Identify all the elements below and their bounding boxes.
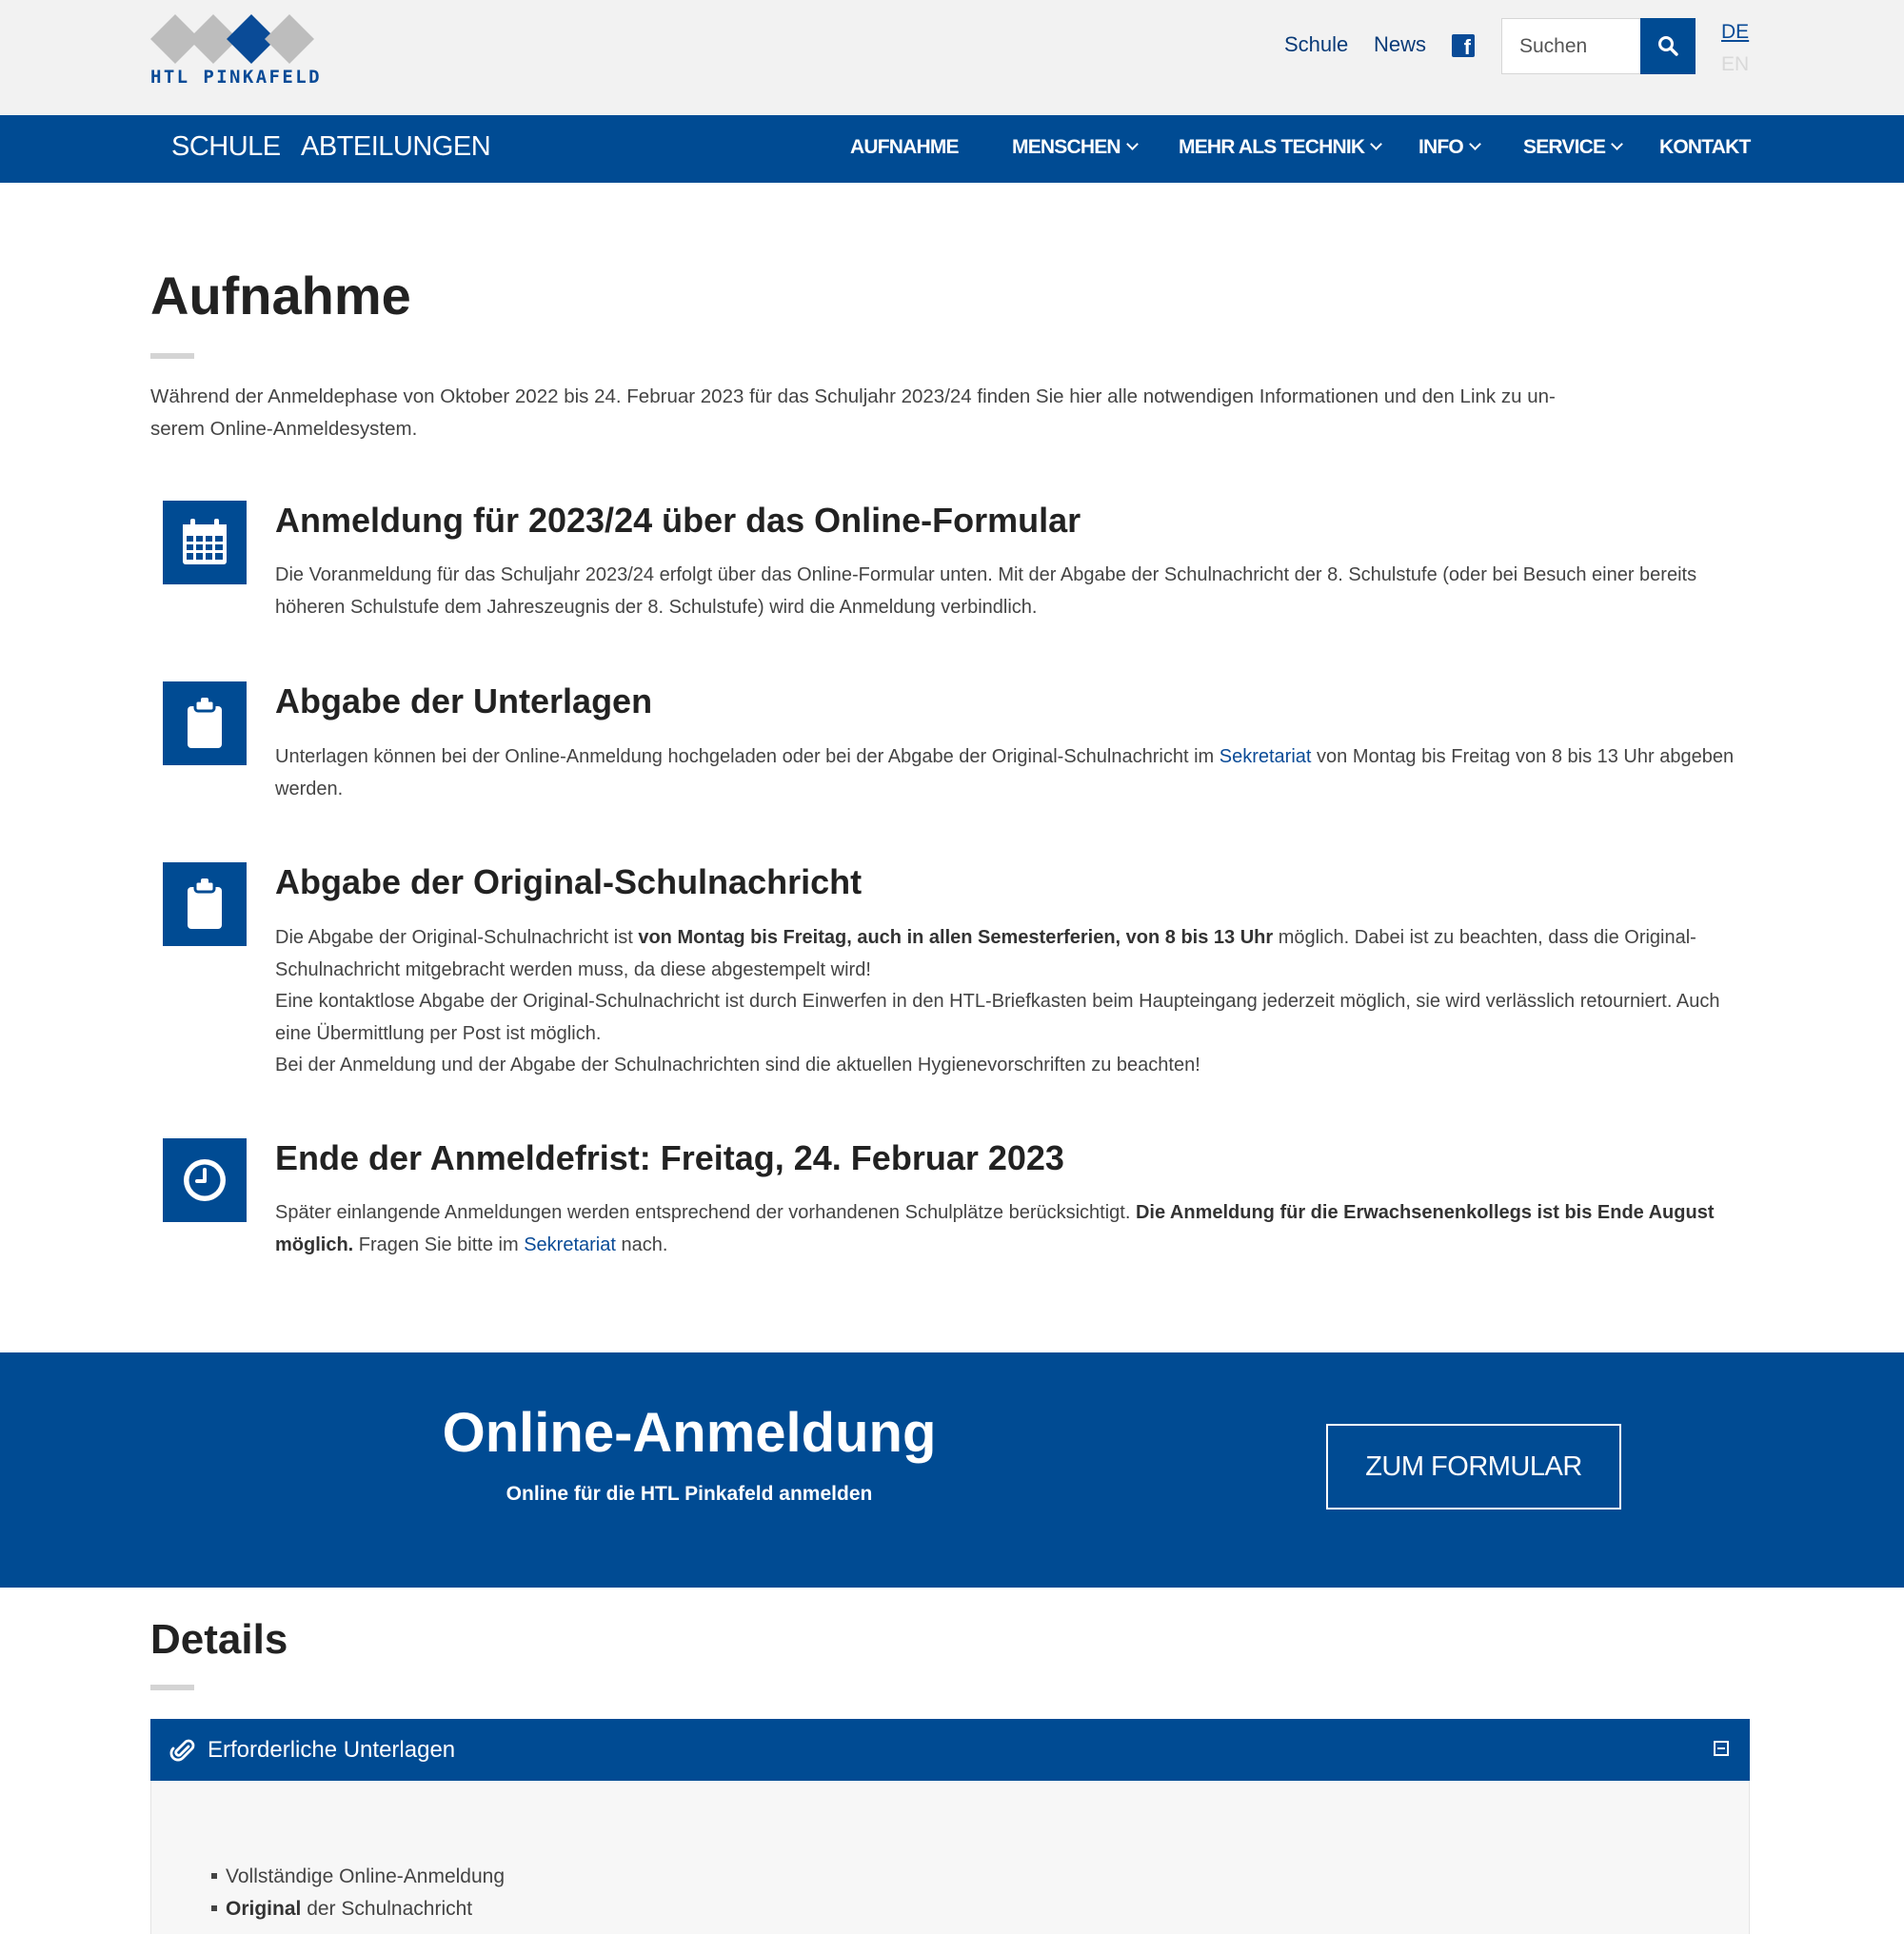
accordion-title: Erforderliche Unterlagen [208, 1737, 456, 1763]
nav-item-info[interactable]: INFO [1418, 136, 1479, 159]
required-documents-list [211, 1861, 505, 1925]
top-link-schule[interactable]: Schule [1284, 32, 1349, 56]
sekretariat-link[interactable]: Sekretariat [524, 1233, 616, 1255]
section-title: Anmeldung für 2023/24 über das Online-Formular [275, 501, 1081, 540]
top-bar [0, 0, 1904, 115]
language-de[interactable]: DE [1721, 21, 1750, 43]
language-en[interactable]: EN [1721, 53, 1750, 75]
logo-text: HTL PINKAFELD [150, 67, 322, 88]
list-item: Vollständige Online-Anmeldung [211, 1861, 505, 1893]
search-button[interactable] [1640, 18, 1696, 74]
nav-abteilungen[interactable]: ABTEILUNGEN [301, 131, 491, 162]
chevron-down-icon [1469, 138, 1481, 150]
page-title: Aufnahme [150, 266, 411, 326]
section-text: Später einlangende Anmeldungen werden entsprechend der vorhandenen Schulplätze berücksichtigt. Die Anmeldung für die Erwachsenenkollegs ist bis Ende August möglich. Fragen Sie bitte im Sekretariat nach. [275, 1202, 1715, 1255]
details-divider [150, 1685, 194, 1690]
accordion-header[interactable] [150, 1719, 1750, 1781]
nav-item-aufnahme[interactable]: AUFNAHME [850, 136, 959, 158]
search-icon [1657, 35, 1678, 56]
sekretariat-link[interactable]: Sekretariat [1219, 746, 1312, 767]
section-text: Die Voranmeldung für das Schuljahr 2023/24 erfolgt über das Online-Formular unten. Mit der Abgabe der Schulnachricht der 8. Schulstufe (oder bei Besuch einer bereits höheren Schulstufe dem Jahreszeugnis der 8. Schulstufe) wird die Anmeldung verbindlich. [275, 564, 1697, 618]
banner-subtitle: Online für die HTL Pinkafeld anmelden [506, 1483, 873, 1505]
clock-icon [163, 1138, 247, 1222]
section-title: Abgabe der Original-Schulnachricht [275, 862, 863, 901]
calendar-icon [163, 501, 247, 584]
intro-text: Während der Anmeldephase von Oktober 2022 bis 24. Februar 2023 für das Schuljahr 2023/24 finden Sie hier alle notwendigen Informationen und den Link zu un- serem Online-Anmeldesystem. [150, 385, 1556, 440]
banner-title: Online-Anmeldung [442, 1402, 937, 1464]
section-text: Die Abgabe der Original-Schulnachricht ist von Montag bis Freitag, auch in allen Semesterferien, von 8 bis 13 Uhr möglich. Dabei ist zu beachten, dass die Original-Schulnachricht mitgebracht werden muss, da diese abgestempelt wird! Eine kontaktlose Abgabe der Original-Schulnachricht ist durch Einwerfen in den HTL-Briefkasten beim Haupteingang jederzeit möglich, sie wird verlässlich retourniert. Auch eine Übermittlung per Post ist möglich. Bei der Anmeldung und der Abgabe der Schulnachrichten sind die aktuellen Hygienevorschriften zu beachten! [275, 927, 1720, 1076]
collapse-icon[interactable] [1714, 1741, 1729, 1756]
chevron-down-icon [1370, 138, 1382, 150]
main-navigation [0, 115, 1904, 183]
logo-diamonds-icon [150, 14, 324, 64]
details-title: Details [150, 1616, 288, 1663]
section-text: Unterlagen können bei der Online-Anmeldung hochgeladen oder bei der Abgabe der Original-Schulnachricht im Sekretariat von Montag bis Freitag von 8 bis 13 Uhr abgeben werden. [275, 746, 1735, 799]
chevron-down-icon [1126, 138, 1139, 150]
logo[interactable] [150, 14, 324, 89]
chevron-down-icon [1611, 138, 1623, 150]
to-form-button[interactable]: ZUM FORMULAR [1326, 1424, 1621, 1510]
title-divider [150, 353, 194, 359]
search-input[interactable] [1501, 18, 1640, 74]
nav-item-kontakt[interactable]: KONTAKT [1659, 136, 1751, 158]
nav-item-mehr-als-technik[interactable]: MEHR ALS TECHNIK [1179, 136, 1380, 159]
nav-schule[interactable]: SCHULE [171, 131, 281, 162]
list-item: Original der Schulnachricht [211, 1893, 505, 1925]
section-title: Ende der Anmeldefrist: Freitag, 24. Februar 2023 [275, 1138, 1064, 1177]
top-link-news[interactable]: News [1374, 32, 1427, 56]
section-title: Abgabe der Unterlagen [275, 681, 653, 720]
facebook-icon[interactable]: f [1452, 34, 1475, 57]
clipboard-icon [163, 862, 247, 946]
clipboard-icon [163, 681, 247, 765]
nav-item-menschen[interactable]: MENSCHEN [1012, 136, 1137, 159]
paperclip-icon [169, 1736, 196, 1763]
nav-item-service[interactable]: SERVICE [1523, 136, 1621, 159]
